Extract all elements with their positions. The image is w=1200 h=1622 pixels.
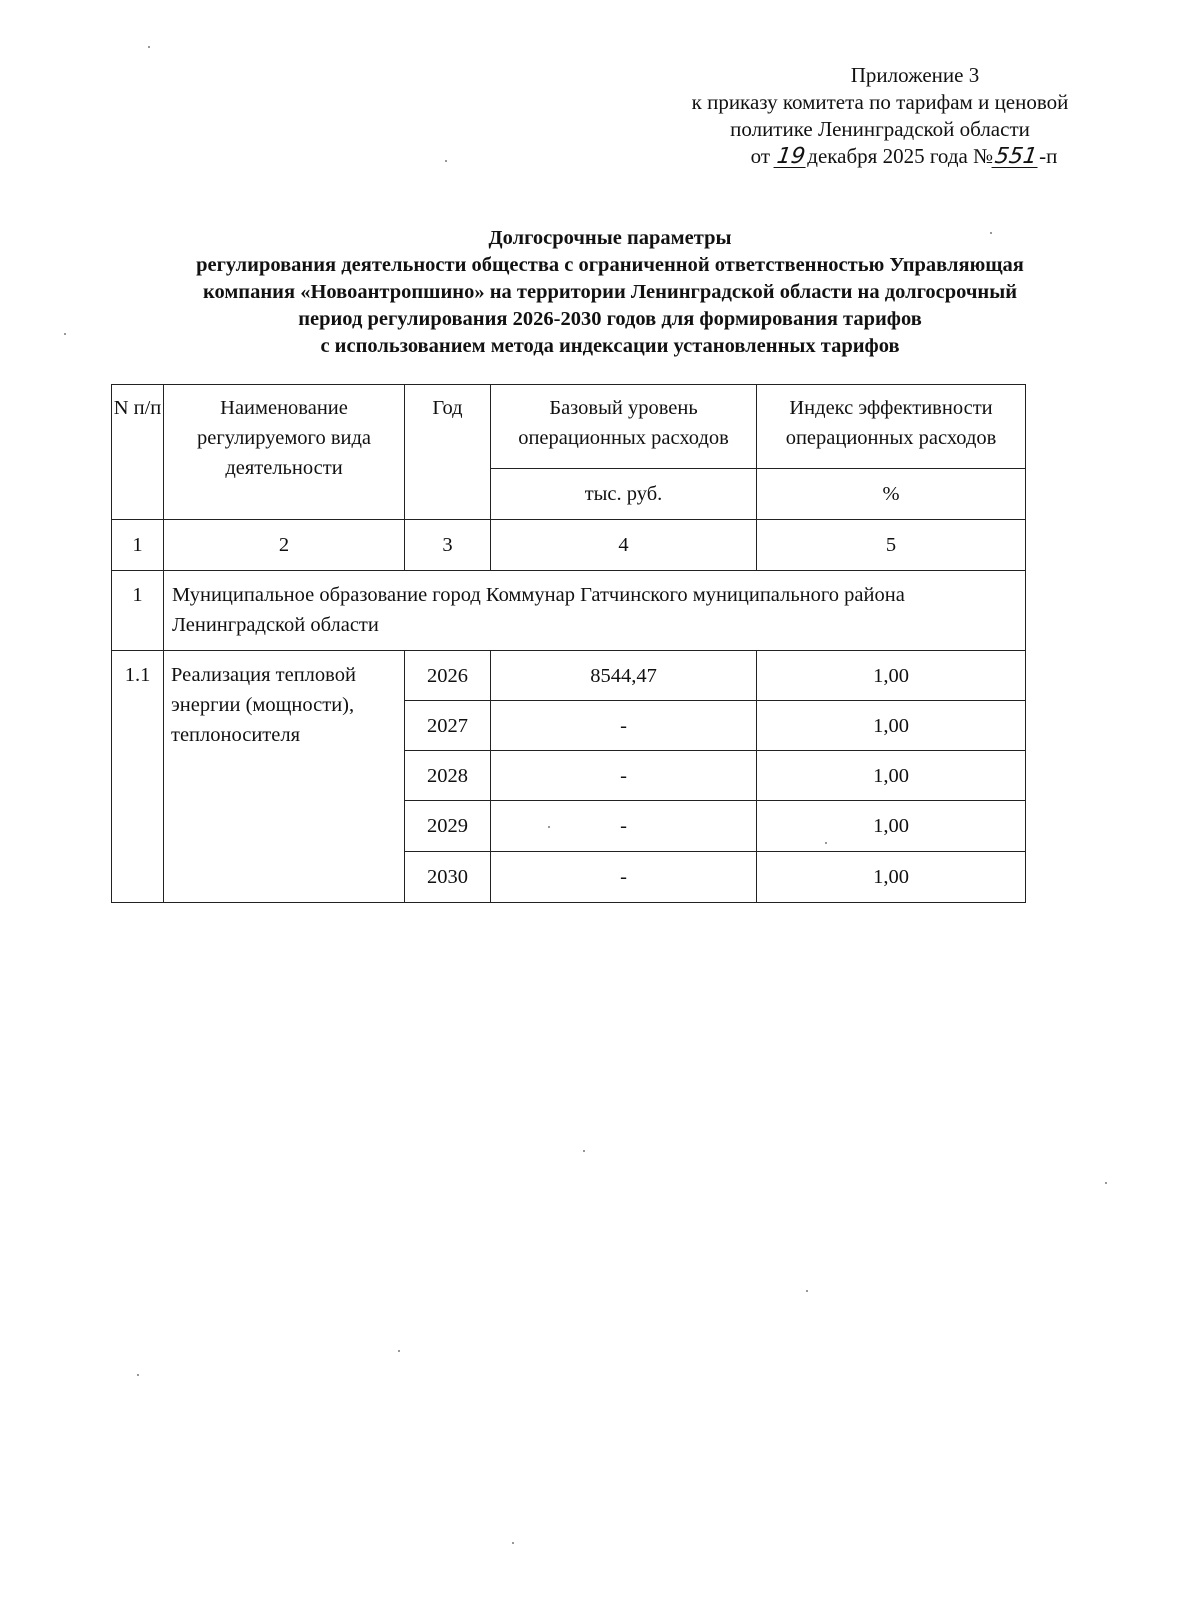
scan-speck (148, 46, 150, 48)
column-numbers-row (112, 520, 1026, 571)
col-number: 2 (164, 520, 405, 571)
section-num: 1 (112, 571, 164, 651)
scan-speck (806, 1290, 808, 1292)
row-index: 1,00 (757, 701, 1026, 751)
row-year: 2028 (405, 751, 491, 801)
header-activity: Наименование регулируемого вида деятельности (164, 385, 405, 520)
header-efficiency-index: Индекс эффективности операционных расходов (757, 385, 1026, 469)
appendix-line-2: к приказу комитета по тарифам и ценовой (691, 90, 1069, 114)
scan-speck (548, 826, 550, 828)
scan-speck (512, 1542, 514, 1544)
scan-speck (990, 232, 992, 234)
scan-speck (825, 842, 827, 844)
section-row (112, 571, 1026, 651)
parameters-table (111, 384, 1026, 903)
row-year: 2029 (405, 801, 491, 852)
scan-speck (64, 333, 66, 335)
unit-base-costs: тыс. руб. (491, 469, 757, 520)
row-base: - (491, 751, 757, 801)
title-line-3: компания «Новоантропшино» на территории Ленинградской области на долгосрочный (202, 281, 1018, 303)
order-day-handwritten: 19 (775, 144, 808, 169)
row-index: 1,00 (757, 852, 1026, 903)
row-year: 2027 (405, 701, 491, 751)
col-number: 5 (757, 520, 1026, 571)
order-date-prefix: от (750, 144, 771, 168)
header-year: Год (405, 385, 491, 520)
order-date-middle: декабря 2025 года № (807, 144, 994, 168)
scan-speck (398, 1350, 400, 1352)
appendix-line-3: политике Ленинградской области (730, 117, 1030, 141)
row-year: 2030 (405, 852, 491, 903)
appendix-header (640, 62, 1120, 170)
document-title (110, 225, 1110, 360)
title-line-2: регулирования деятельности общества с ограниченной ответственностью Управляющая (196, 254, 1024, 276)
unit-efficiency-index: % (757, 469, 1026, 520)
header-base-costs: Базовый уровень операционных расходов (491, 385, 757, 469)
row-base: 8544,47 (491, 651, 757, 701)
header-row (112, 385, 1026, 469)
scan-speck (1105, 1182, 1107, 1184)
order-number-suffix: -п (1039, 144, 1058, 168)
appendix-line-1: Приложение 3 (850, 63, 980, 87)
col-number: 3 (405, 520, 491, 571)
row-index: 1,00 (757, 751, 1026, 801)
header-num: N п/п (112, 385, 164, 520)
row-year: 2026 (405, 651, 491, 701)
scan-speck (137, 1374, 139, 1376)
title-line-4: период регулирования 2026-2030 годов для формирования тарифов (298, 308, 922, 330)
item-num: 1.1 (112, 651, 164, 903)
table-row (112, 651, 1026, 701)
title-line-1: Долгосрочные параметры (488, 227, 732, 249)
item-name: Реализация тепловой энергии (мощности), теплоносителя (164, 651, 405, 903)
order-number-handwritten: 551 (993, 144, 1039, 169)
appendix-line-4 (640, 143, 1120, 170)
col-number: 1 (112, 520, 164, 571)
row-index: 1,00 (757, 651, 1026, 701)
section-name: Муниципальное образование город Коммунар Гатчинского муниципального района Ленинградской области (164, 571, 1026, 651)
row-index: 1,00 (757, 801, 1026, 852)
col-number: 4 (491, 520, 757, 571)
row-base: - (491, 801, 757, 852)
row-base: - (491, 701, 757, 751)
row-base: - (491, 852, 757, 903)
title-line-5: с использованием метода индексации установленных тарифов (320, 335, 900, 357)
scan-speck (583, 1150, 585, 1152)
scan-speck (445, 160, 447, 162)
